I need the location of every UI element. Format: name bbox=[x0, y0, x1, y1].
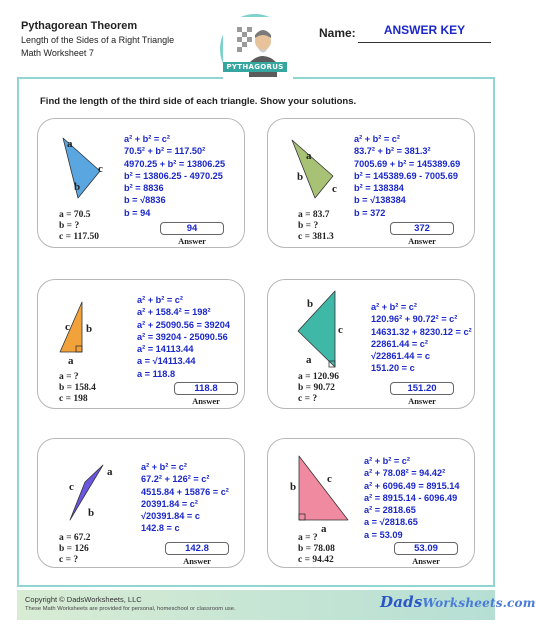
triangle-6 bbox=[290, 450, 360, 535]
solution-step: 151.20 = c bbox=[371, 363, 415, 374]
triangle-5-side-c: c bbox=[69, 481, 74, 493]
solution-step: b² = 13806.25 - 4970.25 bbox=[124, 170, 223, 181]
given-line: b = 158.4 bbox=[59, 383, 96, 393]
answer-box-2: 372 bbox=[390, 222, 454, 235]
triangle-6-shape bbox=[299, 456, 348, 520]
triangle-4-shape bbox=[298, 291, 335, 367]
solution-step: 142.8 = c bbox=[141, 523, 180, 534]
triangle-4 bbox=[290, 285, 350, 370]
problem-5-solution bbox=[141, 461, 229, 535]
triangle-4-side-b: b bbox=[307, 298, 314, 310]
answer-label: Answer bbox=[408, 236, 436, 246]
pythagoras-portrait-icon bbox=[223, 17, 293, 87]
answer-box-6: 53.09 bbox=[394, 542, 458, 555]
triangle-1-side-c: c bbox=[98, 163, 103, 175]
logo-caption: PYTHAGORUS bbox=[223, 62, 287, 72]
triangle-2-side-c: c bbox=[332, 183, 337, 195]
problem-6-given bbox=[298, 533, 335, 566]
solution-step: 83.7² + b² = 381.3² bbox=[354, 146, 431, 157]
worksheet-subtitle: Length of the Sides of a Right Triangle bbox=[21, 35, 175, 45]
triangle-2 bbox=[283, 128, 343, 208]
solution-step: a² + b² = c² bbox=[364, 456, 410, 466]
answer-label: Answer bbox=[192, 396, 220, 406]
triangle-6-side-c: c bbox=[327, 473, 332, 485]
given-line: a = 67.2 bbox=[59, 533, 91, 543]
solution-step: a² = 14113.44 bbox=[137, 344, 194, 355]
solution-step: a = 53.09 bbox=[364, 529, 403, 540]
given-line: a = 70.5 bbox=[59, 210, 91, 220]
given-line: b = 90.72 bbox=[298, 383, 335, 393]
triangle-4-side-c: c bbox=[338, 324, 343, 336]
solution-step: 20391.84 = c² bbox=[141, 498, 198, 509]
solution-step: a² + b² = c² bbox=[124, 134, 170, 144]
given-line: a = 120.96 bbox=[298, 372, 340, 382]
problem-3-given bbox=[59, 372, 96, 405]
solution-step: b = 372 bbox=[354, 207, 386, 218]
triangle-3-side-c: c bbox=[65, 321, 70, 333]
triangle-5 bbox=[55, 450, 115, 535]
solution-step: b = √8836 bbox=[124, 195, 166, 206]
triangle-3-shape bbox=[60, 302, 82, 352]
given-line: c = 381.3 bbox=[298, 232, 334, 242]
given-line: a = 83.7 bbox=[298, 210, 330, 220]
given-line: c = 94.42 bbox=[298, 555, 334, 565]
triangle-6-side-a: a bbox=[321, 523, 327, 535]
solution-step: a² + 158.4² = 198² bbox=[137, 307, 211, 318]
answer-box-4: 151.20 bbox=[390, 382, 454, 395]
problem-1-solution bbox=[124, 133, 225, 219]
triangle-2-shape bbox=[292, 140, 333, 198]
solution-step: a² + b² = c² bbox=[141, 462, 187, 472]
problem-4-given bbox=[298, 372, 339, 405]
given-line: c = 117.50 bbox=[59, 232, 99, 242]
answer-box-3: 118.8 bbox=[174, 382, 238, 395]
given-line: a = ? bbox=[298, 533, 318, 543]
solution-step: b = 94 bbox=[124, 207, 151, 218]
solution-step: √22861.44 = c bbox=[371, 351, 430, 362]
solution-step: a = 118.8 bbox=[137, 368, 176, 379]
name-label: Name: bbox=[319, 26, 356, 40]
dadsworksheets-logo[interactable] bbox=[380, 593, 536, 611]
problem-2-solution bbox=[354, 133, 460, 219]
pythagoras-logo bbox=[220, 14, 290, 84]
triangle-1 bbox=[55, 128, 115, 208]
answer-label: Answer bbox=[412, 556, 440, 566]
solution-step: a² + 78.08² = 94.42² bbox=[364, 468, 446, 479]
triangle-5-shape bbox=[70, 465, 103, 520]
solution-step: 67.2² + 126² = c² bbox=[141, 474, 210, 485]
solution-step: b² = 145389.69 - 7005.69 bbox=[354, 170, 458, 181]
solution-step: a² + 6096.49 = 8915.14 bbox=[364, 480, 460, 491]
solution-step: 14631.32 + 8230.12 = c² bbox=[371, 326, 472, 337]
triangle-1-side-a: a bbox=[67, 138, 73, 150]
triangle-1-side-b: b bbox=[74, 181, 81, 193]
problem-3-solution bbox=[137, 294, 230, 380]
solution-step: a² + b² = c² bbox=[354, 134, 400, 144]
answer-box-1: 94 bbox=[160, 222, 224, 235]
brand-main: Dads bbox=[380, 593, 423, 611]
solution-step: a² = 2818.65 bbox=[364, 505, 416, 516]
given-line: b = ? bbox=[298, 221, 319, 231]
problem-6-solution bbox=[364, 455, 460, 541]
solution-step: b² = 8836 bbox=[124, 183, 164, 194]
given-line: b = ? bbox=[59, 221, 80, 231]
triangle-3-side-b: b bbox=[86, 323, 93, 335]
given-line: b = 78.08 bbox=[298, 544, 335, 554]
given-line: a = ? bbox=[59, 372, 79, 382]
solution-step: a² + 25090.56 = 39204 bbox=[137, 319, 230, 330]
solution-step: √20391.84 = c bbox=[141, 511, 200, 522]
worksheet-title: Pythagorean Theorem bbox=[21, 20, 138, 32]
problem-4-solution bbox=[371, 301, 472, 375]
solution-step: 22861.44 = c² bbox=[371, 338, 428, 349]
solution-step: a² + b² = c² bbox=[371, 302, 417, 312]
solution-step: b² = 138384 bbox=[354, 183, 404, 194]
given-line: c = ? bbox=[59, 555, 79, 565]
answer-key-text: ANSWER KEY bbox=[383, 23, 466, 37]
solution-step: 4515.84 + 15876 = c² bbox=[141, 486, 229, 497]
solution-step: b = √138384 bbox=[354, 195, 406, 206]
problem-5-given bbox=[59, 533, 91, 566]
answer-box-5: 142.8 bbox=[165, 542, 229, 555]
copyright-text: Copyright © DadsWorksheets, LLC bbox=[25, 595, 142, 604]
solution-step: a² = 8915.14 - 6096.49 bbox=[364, 492, 458, 503]
given-line: c = 198 bbox=[59, 394, 88, 404]
problem-1-given bbox=[59, 210, 99, 243]
triangle-6-side-b: b bbox=[290, 481, 297, 493]
brand-rest: Worksheets.com bbox=[422, 596, 536, 610]
solution-step: 120.96² + 90.72² = c² bbox=[371, 314, 458, 325]
triangle-2-side-b: b bbox=[297, 171, 304, 183]
answer-label: Answer bbox=[178, 236, 206, 246]
usage-note: These Math Worksheets are provided for personal, homeschool or classroom use. bbox=[25, 606, 236, 612]
solution-step: 7005.69 + b² = 145389.69 bbox=[354, 158, 461, 169]
answer-label: Answer bbox=[408, 396, 436, 406]
triangle-3-side-a: a bbox=[68, 355, 74, 367]
triangle-4-side-a: a bbox=[306, 354, 312, 366]
instructions: Find the length of the third side of each triangle. Show your solutions. bbox=[40, 96, 357, 107]
solution-step: a² + b² = c² bbox=[137, 295, 183, 305]
answer-label: Answer bbox=[183, 556, 211, 566]
solution-step: 4970.25 + b² = 13806.25 bbox=[124, 158, 226, 169]
solution-step: a = √14113.44 bbox=[137, 356, 196, 367]
triangle-5-side-a: a bbox=[107, 466, 113, 478]
given-line: b = 126 bbox=[59, 544, 89, 554]
worksheet-number: Math Worksheet 7 bbox=[21, 48, 94, 58]
solution-step: a² = 39204 - 25090.56 bbox=[137, 331, 228, 342]
triangle-5-side-b: b bbox=[88, 507, 95, 519]
triangle-3 bbox=[55, 290, 115, 370]
solution-step: 70.5² + b² = 117.50² bbox=[124, 146, 206, 157]
given-line: c = ? bbox=[298, 394, 318, 404]
triangle-2-side-a: a bbox=[306, 150, 312, 162]
name-line bbox=[358, 42, 491, 43]
problem-2-given bbox=[298, 210, 334, 243]
solution-step: a = √2818.65 bbox=[364, 517, 418, 528]
